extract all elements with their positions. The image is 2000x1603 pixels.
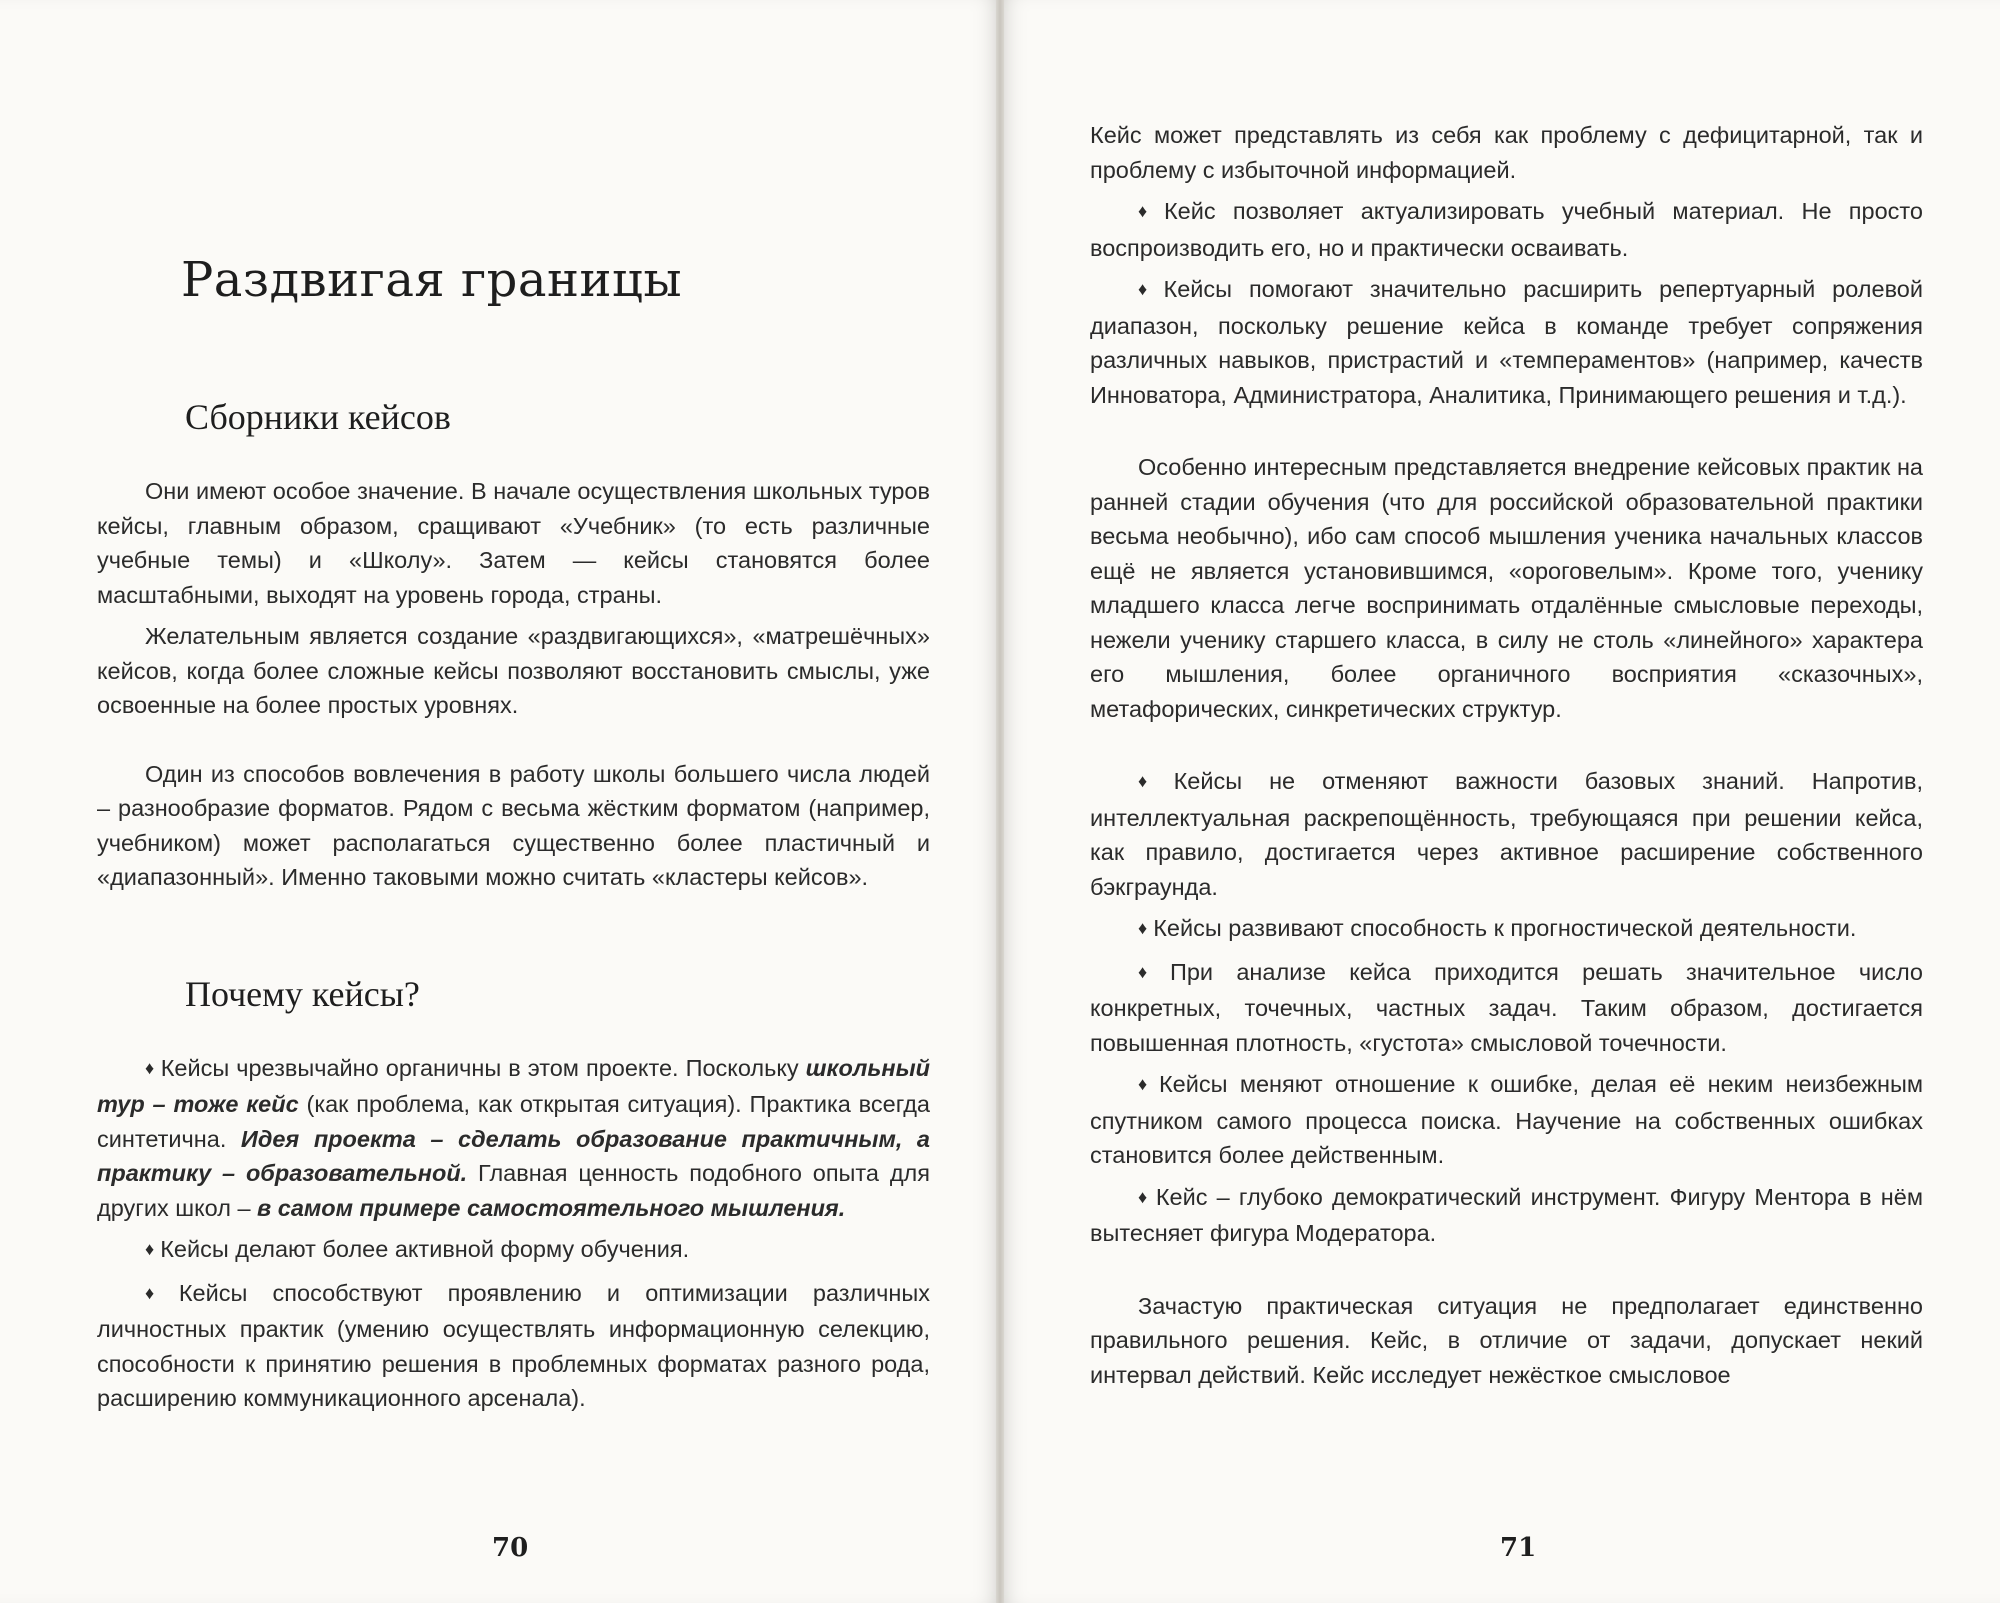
emphasis-text: Идея проекта – сделать образование практичным, а практику – образовательной. — [97, 1125, 930, 1186]
bullet-icon: ♦ — [1138, 918, 1148, 938]
bullet-icon: ♦ — [1138, 771, 1168, 791]
page-number-right: 71 — [1500, 1533, 1537, 1563]
bullet-paragraph — [1090, 194, 1923, 265]
text-run: Кейсы меняют отношение к ошибке, делая её неким неизбежным спутником самого процесса поиска. Научение на собственных ошибках становится более действенным. — [1090, 1071, 1923, 1168]
bullet-paragraph — [1090, 955, 1923, 1061]
bullet-icon: ♦ — [145, 1239, 155, 1259]
text-run: Кейсы чрезвычайно органичны в этом проекте. Поскольку — [160, 1054, 806, 1081]
text-run: Кейсы помогают значительно расширить репертуарный ролевой диапазон, поскольку решение кейса в команде требует сопряжения различных навыков, пристрастий и «темпераментов» (например, качеств Инноватора, Администратора, Аналитика, Принимающего решения и т.д.). — [1090, 276, 1924, 408]
bullet-icon: ♦ — [145, 1282, 173, 1303]
text-run: Кейсы способствуют проявлению и оптимизации различных личностных практик (умению осуществлять информационную селекцию, способности к принятию решения в проблемных форматах разного рода, расширению коммуникационного арсенала). — [97, 1279, 930, 1411]
bullet-icon: ♦ — [145, 1057, 155, 1078]
emphasis-text: в самом примере самостоятельного мышления. — [257, 1194, 846, 1221]
bullet-paragraph — [1090, 1067, 1923, 1173]
bullet-icon: ♦ — [1138, 279, 1158, 299]
paragraph: Один из способов вовлечения в работу школы большего числа людей – разнообразие форматов. Рядом с весьма жёстким форматом (например, учебником) может располагаться существенно более пластичный и «диапазонный». Именно таковыми можно считать «кластеры кейсов». — [97, 760, 930, 890]
bullet-icon: ♦ — [1138, 1186, 1150, 1207]
right-text-column — [1090, 118, 1923, 1392]
text-run: Кейс – глубоко демократический инструмент. Фигуру Ментора в нём вытесняет фигура Модератора. — [1090, 1183, 1924, 1246]
bullet-icon: ♦ — [1138, 201, 1158, 221]
bullet-paragraph — [1090, 764, 1923, 904]
paragraph: Зачастую практическая ситуация не предполагает единственно правильного решения. Кейс, в отличие от задачи, допускает некий интервал действий. Кейс исследует нежёсткое смысловое — [1090, 1292, 1923, 1388]
text-run: Кейсы делают более активной форму обучения. — [160, 1236, 690, 1262]
book-spine — [996, 0, 1004, 1603]
chapter-title: Раздвигая границы — [181, 252, 683, 308]
text-run: Кейс позволяет актуализировать учебный материал. Не просто воспроизводить его, но и практически осваивать. — [1090, 198, 1923, 261]
bullet-paragraph — [97, 1051, 930, 1226]
paragraph: Они имеют особое значение. В начале осуществления школьных туров кейсы, главным образом, сращивают «Учебник» (то есть различные учебные темы) и «Школу». Затем — кейсы становятся более масштабными, выходят на уровень города, страны. — [97, 478, 930, 608]
section-title-case-collections: Сборники кейсов — [185, 397, 451, 437]
text-run: Главная ценность подобного опыта для других школ – — [97, 1160, 930, 1221]
bullet-paragraph — [1090, 272, 1923, 412]
text-run: (как проблема, как открытая ситуация). Практика всегда синтетична. — [97, 1091, 930, 1152]
text-run: Кейсы развивают способность к прогностической деятельности. — [1153, 915, 1857, 941]
left-text-column — [97, 110, 930, 1416]
bullet-paragraph — [1090, 911, 1923, 948]
bullet-paragraph — [97, 1232, 930, 1269]
right-page — [1000, 0, 2000, 1603]
text-run: Кейсы не отменяют важности базовых знаний. Напротив, интеллектуальная раскрепощённость, требующаяся при решении кейса, как правило, достигается через активное расширение собственного бэкграунда. — [1090, 768, 1923, 900]
emphasis-text: школьный тур – тоже кейс — [97, 1054, 930, 1117]
bullet-paragraph — [1090, 1180, 1923, 1251]
bullet-icon: ♦ — [1138, 1074, 1153, 1094]
paragraph: Особенно интересным представляется внедрение кейсовых практик на ранней стадии обучения (что для российской образовательной практики весьма необычно), ибо сам способ мышления ученика начальных классов ещё не является установившимся, «ороговелым». Кроме того, ученику младшего класса легче воспринимать отдалённые смысловые переходы, нежели ученику старшего класса, в силу не столь «линейного» характера его мышления, более органичного восприятия «сказочных», метафорических, синкретических структур. — [1090, 454, 1923, 722]
bullet-paragraph — [97, 1276, 930, 1416]
paragraph: Желательным является создание «раздвигающихся», «матрешёчных» кейсов, когда более сложные кейсы позволяют восстановить смыслы, уже освоенные на более простых уровнях. — [97, 623, 930, 718]
paragraph: Кейс может представлять из себя как проблему с дефицитарной, так и проблему с избыточной информацией. — [1090, 122, 1923, 183]
text-run: При анализе кейса приходится решать значительное число конкретных, точечных, частных задач. Таким образом, достигается повышенная плотность, «густота» смысловой точечности. — [1090, 958, 1924, 1056]
page-number-left: 70 — [492, 1533, 529, 1563]
section-title-why-cases: Почему кейсы? — [185, 973, 420, 1014]
bullet-icon: ♦ — [1138, 961, 1164, 982]
